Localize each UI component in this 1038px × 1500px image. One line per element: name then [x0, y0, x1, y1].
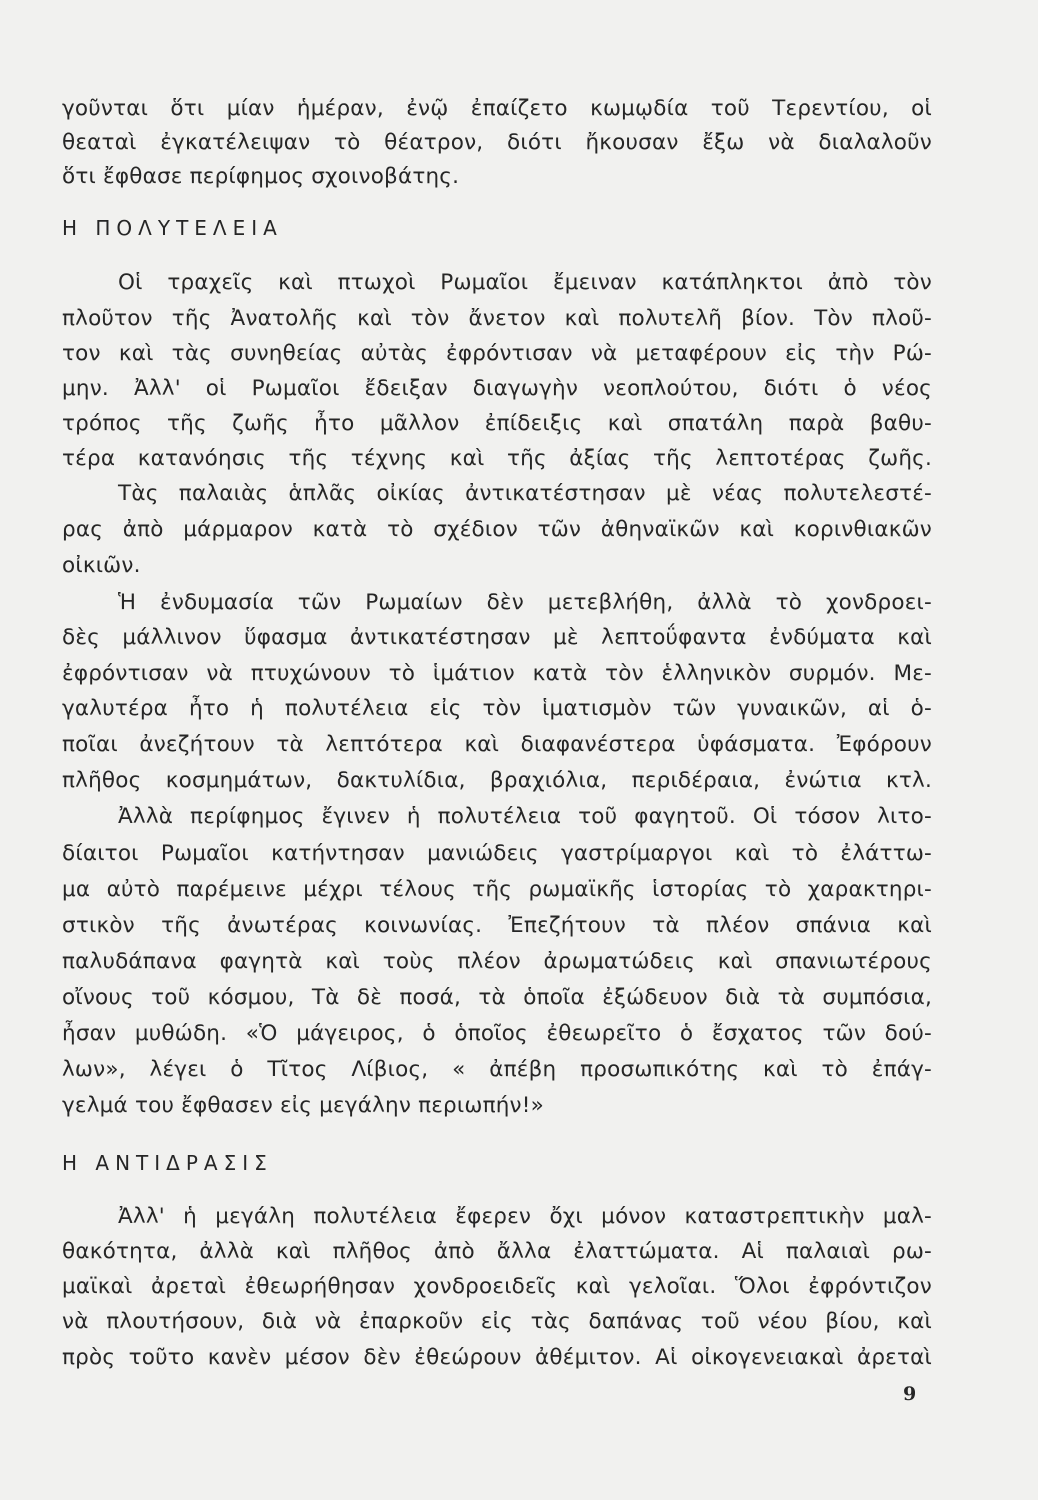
text-line: οἰκιῶν.	[62, 553, 141, 578]
text-line: Ἡ ἐνδυμασία τῶν Ρωμαίων δὲν μετεβλήθη, ἀλλὰ τὸ χονδροει-	[118, 590, 932, 615]
text-line: μην. Ἀλλ' οἱ Ρωμαῖοι ἔδειξαν διαγωγὴν νεοπλούτου, διότι ὁ νέος	[62, 376, 932, 401]
text-line: Τὰς παλαιὰς ἁπλᾶς οἰκίας ἀντικατέστησαν μὲ νέας πολυτελεστέ-	[118, 481, 932, 506]
text-line: γελμά του ἔφθασεν εἰς μεγάλην περιωπήν!»	[62, 1093, 544, 1118]
text-line: Οἱ τραχεῖς καὶ πτωχοὶ Ρωμαῖοι ἔμειναν κατάπληκτοι ἀπὸ τὸν	[118, 270, 932, 295]
section-heading: Η ΑΝΤΙΔΡΑΣΙΣ	[62, 1151, 273, 1175]
text-line: μαϊκαὶ ἀρεταὶ ἐθεωρήθησαν χονδροειδεῖς καὶ γελοῖαι. Ὅλοι ἐφρόντιζον	[62, 1274, 932, 1299]
text-line: Ἀλλὰ περίφημος ἔγινεν ἡ πολυτέλεια τοῦ φαγητοῦ. Οἱ τόσον λιτο-	[118, 804, 932, 829]
text-line: νὰ πλουτήσουν, διὰ νὰ ἐπαρκοῦν εἰς τὰς δαπάνας τοῦ νέου βίου, καὶ	[62, 1309, 932, 1334]
text-line: παλυδάπανα φαγητὰ καὶ τοὺς πλέον ἀρωματώδεις καὶ σπανιωτέρους	[62, 949, 932, 974]
text-line: ρας ἀπὸ μάρμαρον κατὰ τὸ σχέδιον τῶν ἀθηναϊκῶν καὶ κορινθιακῶν	[62, 517, 932, 542]
text-line: στικὸν τῆς ἀνωτέρας κοινωνίας. Ἐπεζήτουν τὰ πλέον σπάνια καὶ	[62, 913, 932, 938]
text-line: δὲς μάλλινον ὕφασμα ἀντικατέστησαν μὲ λεπτοΰφαντα ἐνδύματα καὶ	[62, 625, 932, 650]
text-line: θεαταὶ ἐγκατέλειψαν τὸ θέατρον, διότι ἤκουσαν ἔξω νὰ διαλαλοῦν	[62, 130, 932, 155]
text-line: ποῖαι ἀνεζήτουν τὰ λεπτότερα καὶ διαφανέστερα ὑφάσματα. Ἐφόρουν	[62, 732, 932, 757]
text-line: ἦσαν μυθώδη. «Ὁ μάγειρος, ὁ ὁποῖος ἐθεωρεῖτο ὁ ἔσχατος τῶν δού-	[62, 1021, 932, 1046]
text-line: Ἀλλ' ἡ μεγάλη πολυτέλεια ἔφερεν ὄχι μόνον καταστρεπτικὴν μαλ-	[118, 1204, 932, 1229]
page-number: 9	[903, 1383, 917, 1405]
text-line: τέρα κατανόησις τῆς τέχνης καὶ τῆς ἀξίας τῆς λεπτοτέρας ζωῆς.	[62, 446, 932, 471]
text-line: πρὸς τοῦτο κανὲν μέσον δὲν ἐθεώρουν ἀθέμιτον. Αἱ οἰκογενειακαὶ ἀρεταὶ	[62, 1345, 932, 1370]
text-line: πλῆθος κοσμημάτων, δακτυλίδια, βραχιόλια, περιδέραια, ἐνώτια κτλ.	[62, 768, 932, 793]
text-line: τον καὶ τὰς συνηθείας αὐτὰς ἐφρόντισαν νὰ μεταφέρουν εἰς τὴν Ρώ-	[62, 341, 932, 366]
text-line: θακότητα, ἀλλὰ καὶ πλῆθος ἀπὸ ἄλλα ἐλαττώματα. Αἱ παλαιαὶ ρω-	[62, 1239, 932, 1264]
text-line: οἴνους τοῦ κόσμου, Τὰ δὲ ποσά, τὰ ὁποῖα ἐξώδευον διὰ τὰ συμπόσια,	[62, 985, 932, 1010]
text-line: τρόπος τῆς ζωῆς ἦτο μᾶλλον ἐπίδειξις καὶ σπατάλη παρὰ βαθυ-	[62, 411, 932, 436]
text-line: γοῦνται ὅτι μίαν ἡμέραν, ἐνῷ ἐπαίζετο κωμῳδία τοῦ Τερεντίου, οἱ	[62, 96, 932, 121]
text-line: πλοῦτον τῆς Ἀνατολῆς καὶ τὸν ἄνετον καὶ πολυτελῆ βίον. Τὸν πλοῦ-	[62, 306, 932, 331]
text-line: ὅτι ἔφθασε περίφημος σχοινοβάτης.	[62, 164, 460, 189]
section-heading: Η ΠΟΛΥΤΕΛΕΙΑ	[62, 216, 283, 240]
text-line: γαλυτέρα ἦτο ἡ πολυτέλεια εἰς τὸν ἱματισμὸν τῶν γυναικῶν, αἱ ὁ-	[62, 696, 932, 721]
text-line: λων», λέγει ὁ Τῖτος Λίβιος, « ἀπέβη προσωπικότης καὶ τὸ ἐπάγ-	[62, 1057, 932, 1082]
text-line: μα αὐτὸ παρέμεινε μέχρι τέλους τῆς ρωμαϊκῆς ἱστορίας τὸ χαρακτηρι-	[62, 877, 932, 902]
text-line: δίαιτοι Ρωμαῖοι κατήντησαν μανιώδεις γαστρίμαργοι καὶ τὸ ἐλάττω-	[62, 841, 932, 866]
text-line: ἐφρόντισαν νὰ πτυχώνουν τὸ ἱμάτιον κατὰ τὸν ἑλληνικὸν συρμόν. Με-	[62, 661, 932, 686]
